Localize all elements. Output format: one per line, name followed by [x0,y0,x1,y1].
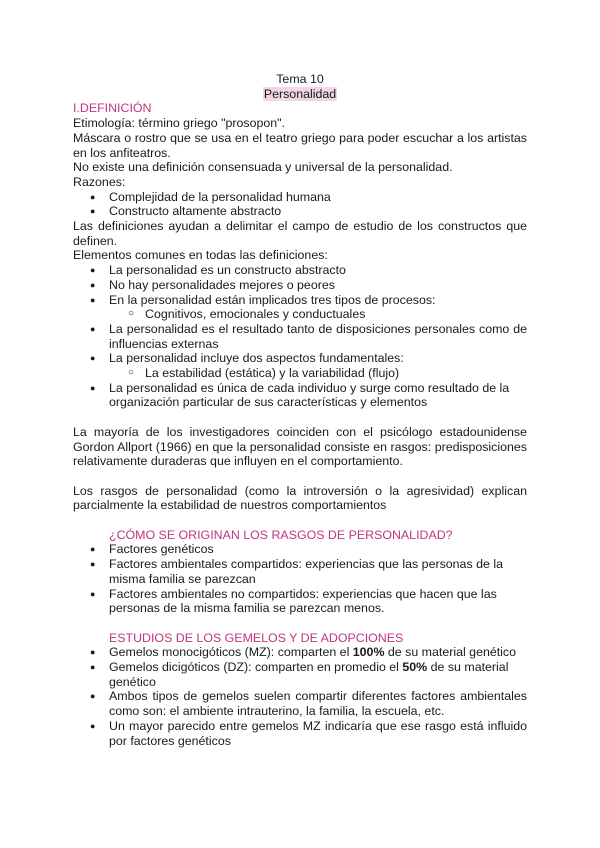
origen-list [73,542,527,616]
list-item: ● Factores ambientales no compartidos: experiencias que hacen que las personas de la misma familia se parezcan menos. [73,587,527,616]
paragraph: Las definiciones ayudan a delimitar el campo de estudio de los constructos que definen. [73,219,527,248]
section-heading-definicion: I.DEFINICIÓN [73,101,152,116]
paragraph-rasgos: Los rasgos de personalidad (como la introversión o la agresividad) explican parcialmente la estabilidad de nuestros comportamientos [73,483,527,513]
list-item: ● Un mayor parecido entre gemelos MZ indicaría que ese rasgo está influido por factores genéticos [73,719,527,748]
mz-percent: 100% [352,645,385,660]
list-item: ● No hay personalidades mejores o peores [73,278,527,293]
list-item: ● Constructo altamente abstracto [73,204,527,219]
list-item-dz [73,660,527,689]
list-item: ● Ambos tipos de gemelos suelen compartir diferentes factores ambientales como son: el ambiente intrauterino, la familia, la escuela, etc. [73,689,527,718]
section-heading-gemelos: ESTUDIOS DE LOS GEMELOS Y DE ADOPCIONES [109,630,404,645]
paragraph: No existe una definición consensuada y universal de la personalidad. [73,160,453,175]
paragraph: Máscara o rostro que se usa en el teatro griego para poder escuchar a los artistas en los anfiteatros. [73,130,527,160]
sub-list-item: ○ Cognitivos, emocionales y conductuales [73,307,527,322]
document-page [73,72,527,748]
elementos-comunes-list [73,263,527,410]
paragraph: Elementos comunes en todas las definiciones: [73,248,328,263]
gemelos-list [73,645,527,748]
mz-text-end: de su material genético [384,645,517,660]
section-heading-origen: ¿CÓMO SE ORIGINAN LOS RASGOS DE PERSONALIDAD? [109,527,453,542]
paragraph: Etimología: término griego "prosopon". [73,116,285,131]
list-item: ● La personalidad es un constructo abstracto [73,263,527,278]
dz-percent: 50% [402,660,428,675]
doc-subtitle-wrap [73,87,527,102]
sub-list-item: ○ La estabilidad (estática) y la variabilidad (flujo) [73,366,527,381]
list-item: ● La personalidad incluye dos aspectos fundamentales: [73,351,527,366]
list-item: ● Factores ambientales compartidos: experiencias que las personas de la misma familia se parezcan [73,557,527,586]
list-item: ● La personalidad es el resultado tanto de disposiciones personales como de influencias externas [73,322,527,351]
list-item: ● Factores genéticos [73,542,527,557]
dz-text: Gemelos dicigóticos (DZ): comparten en promedio el [109,660,403,675]
doc-subtitle: Personalidad [263,86,337,101]
doc-title: Tema 10 [276,72,324,86]
list-item: ● Complejidad de la personalidad humana [73,190,527,205]
list-item: ● La personalidad es única de cada individuo y surge como resultado de la organización particular de sus características y elementos [73,381,527,410]
paragraph: Razones: [73,174,126,189]
dz-text-end: de su material genético [109,660,509,689]
paragraph-allport: La mayoría de los investigadores coinciden con el psicólogo estadounidense Gordon Allport (1966) en que la personalidad consiste en rasgos: predisposiciones relativamente duraderas que influyen en el comportamiento. [73,424,527,469]
mz-text: Gemelos monocigóticos (MZ): comparten el [109,645,353,660]
list-item-mz [73,645,527,660]
list-item: ● En la personalidad están implicados tres tipos de procesos: [73,293,527,308]
razones-list [73,190,527,219]
